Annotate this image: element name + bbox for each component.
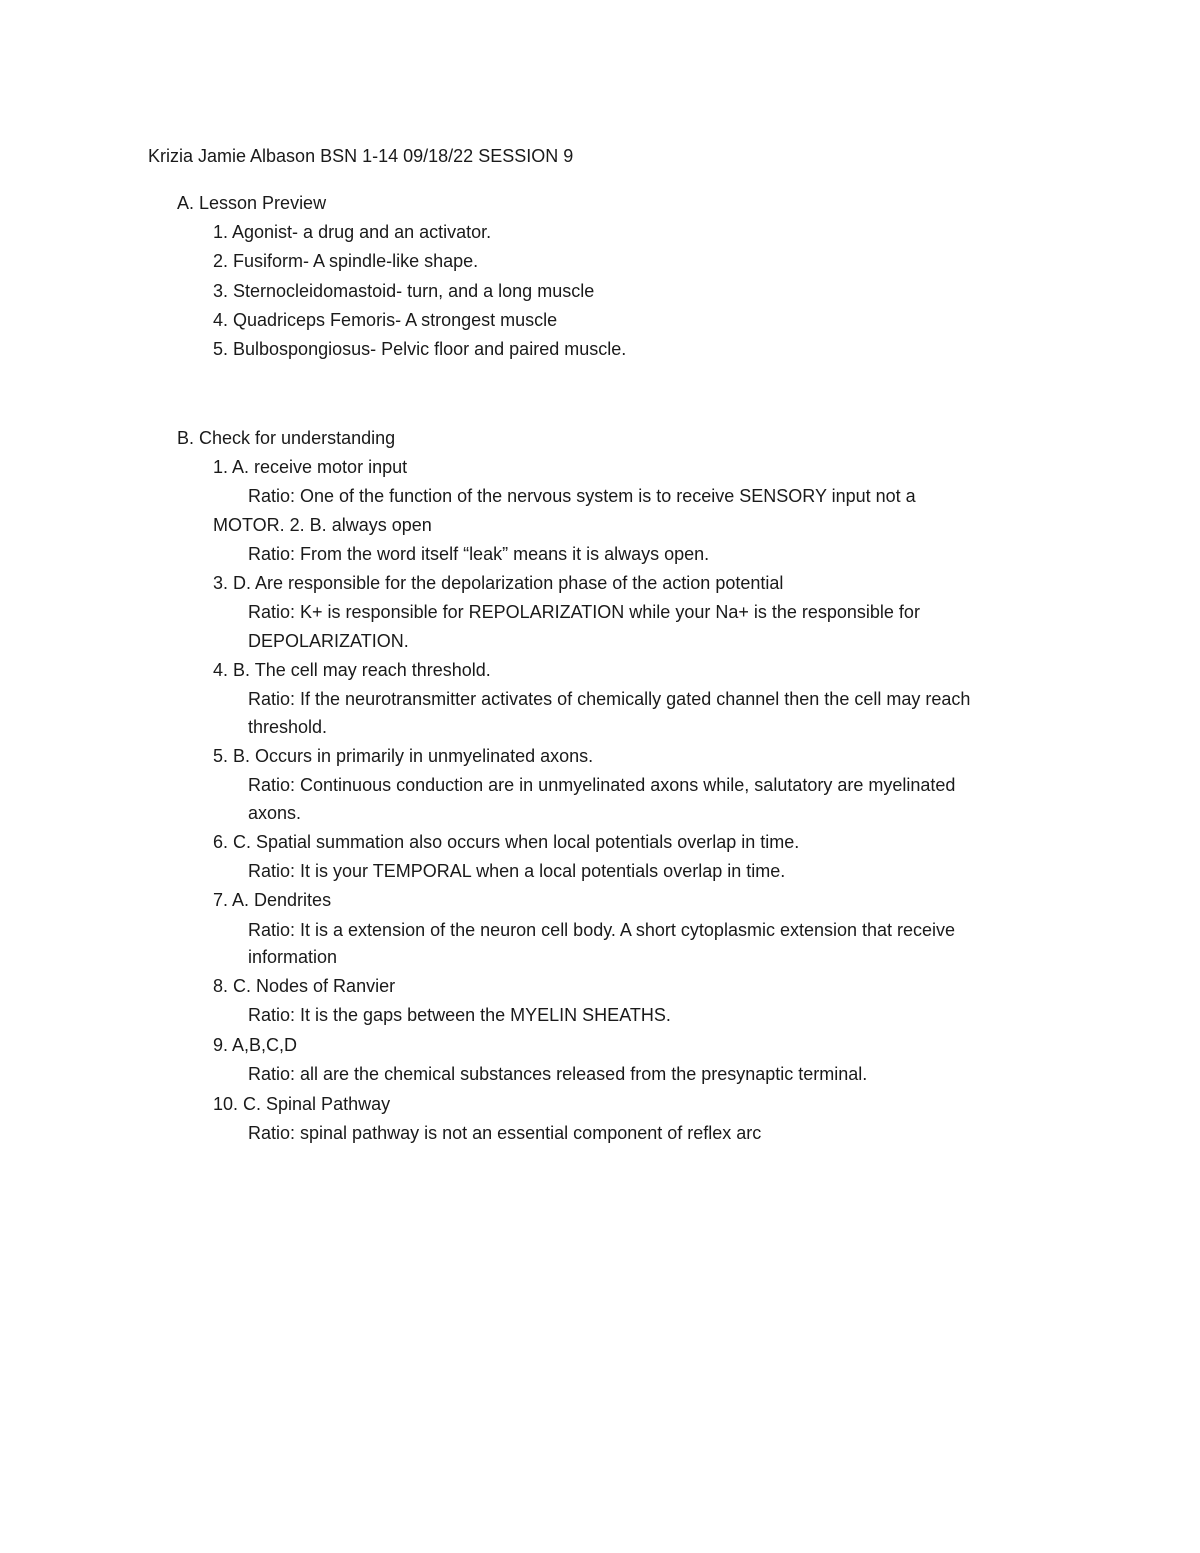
ratio-line: Ratio: all are the chemical substances released from the presynaptic terminal. — [248, 1064, 868, 1084]
answer-line: MOTOR. 2. B. always open — [213, 515, 432, 535]
answer-line: 4. B. The cell may reach threshold. — [213, 660, 491, 680]
ratio-line: axons. — [248, 803, 302, 823]
ratio-line: Ratio: spinal pathway is not an essential component of reflex arc — [248, 1123, 762, 1143]
section-b-title: B. Check for understanding — [177, 428, 396, 448]
ratio-line: Ratio: It is the gaps between the MYELIN SHEATHS. — [248, 1005, 671, 1025]
section-a-title: A. Lesson Preview — [177, 193, 327, 213]
answer-line: 5. B. Occurs in primarily in unmyelinated axons. — [213, 746, 594, 766]
answer-line: 3. D. Are responsible for the depolarization phase of the action potential — [213, 573, 784, 593]
answer-line: 9. A,B,C,D — [213, 1035, 298, 1055]
ratio-line: Ratio: From the word itself “leak” means it is always open. — [248, 544, 710, 564]
ratio-line: DEPOLARIZATION. — [248, 631, 409, 651]
ratio-line: threshold. — [248, 717, 328, 737]
ratio-line: Ratio: It is a extension of the neuron cell body. A short cytoplasmic extension that receive — [248, 920, 956, 940]
lesson-preview-item: 2. Fusiform- A spindle-like shape. — [213, 251, 479, 271]
answer-line: 1. A. receive motor input — [213, 457, 408, 477]
document-header: Krizia Jamie Albason BSN 1-14 09/18/22 SESSION 9 — [148, 146, 574, 166]
answer-line: 7. A. Dendrites — [213, 890, 332, 910]
ratio-line: Ratio: K+ is responsible for REPOLARIZATION while your Na+ is the responsible for — [248, 602, 920, 622]
lesson-preview-item: 3. Sternocleidomastoid- turn, and a long muscle — [213, 281, 595, 301]
ratio-line: Ratio: Continuous conduction are in unmyelinated axons while, salutatory are myelinated — [248, 775, 956, 795]
ratio-line: Ratio: If the neurotransmitter activates of chemically gated channel then the cell may reach — [248, 689, 971, 709]
lesson-preview-item: 5. Bulbospongiosus- Pelvic floor and paired muscle. — [213, 339, 627, 359]
ratio-line: Ratio: It is your TEMPORAL when a local potentials overlap in time. — [248, 861, 786, 881]
lesson-preview-item: 4. Quadriceps Femoris- A strongest muscle — [213, 310, 558, 330]
ratio-line: Ratio: One of the function of the nervous system is to receive SENSORY input not a — [248, 486, 916, 506]
answer-line: 8. C. Nodes of Ranvier — [213, 976, 396, 996]
answer-line: 10. C. Spinal Pathway — [213, 1094, 391, 1114]
ratio-line: information — [248, 947, 338, 967]
answer-line: 6. C. Spatial summation also occurs when local potentials overlap in time. — [213, 832, 800, 852]
lesson-preview-item: 1. Agonist- a drug and an activator. — [213, 222, 492, 242]
